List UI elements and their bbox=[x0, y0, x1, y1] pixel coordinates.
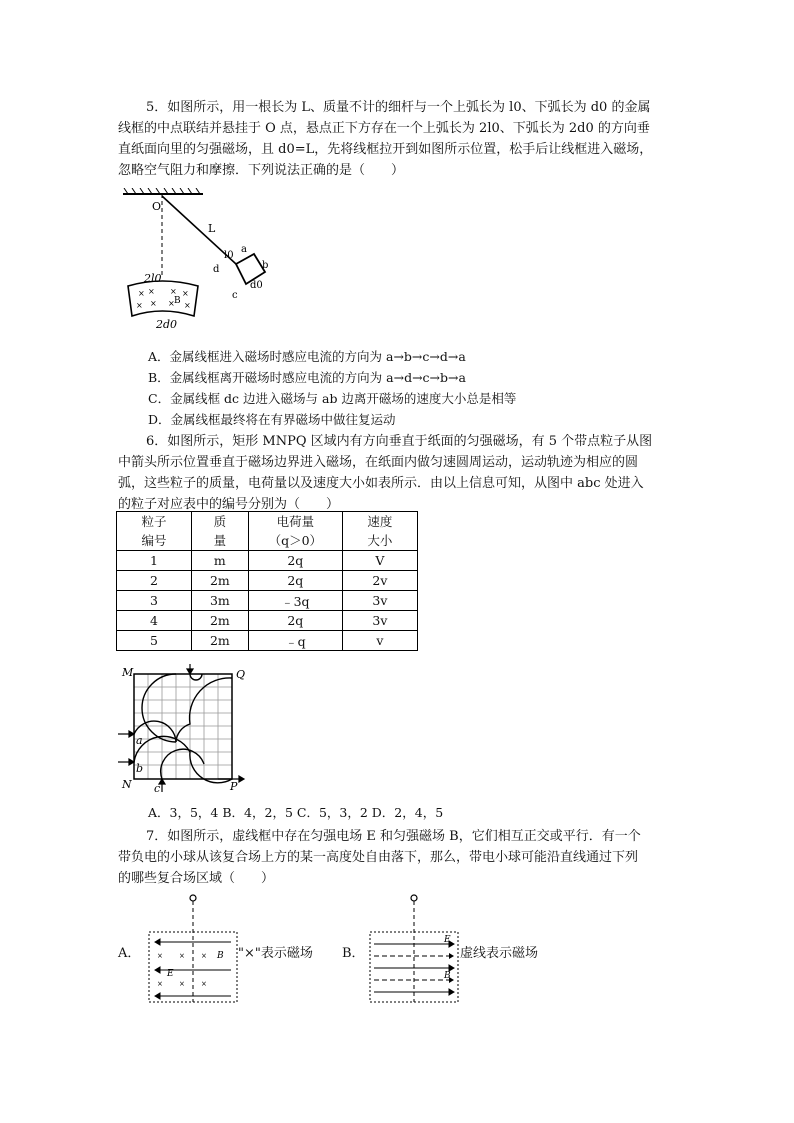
q5-option-d: D．金属线框最终将在有界磁场中做往复运动 bbox=[148, 412, 396, 427]
fig-a-e-label: E bbox=[167, 969, 174, 979]
fig-b-b-label: B bbox=[444, 971, 451, 981]
q7-option-b-label: B． bbox=[342, 946, 365, 961]
label-l0: l0 bbox=[224, 250, 234, 261]
q6-line-1: 6．如图所示，矩形 MNPQ 区域内有方向垂直于纸面的匀强磁场，有 5 个带点粒子从图 bbox=[146, 434, 653, 449]
q5-option-c: C．金属线框 dc 边进入磁场与 ab 边离开磁场的速度大小总是相等 bbox=[148, 391, 517, 406]
label-2l0: 2l0 bbox=[144, 272, 162, 285]
label-b: b bbox=[262, 260, 269, 271]
label-c-entry: c bbox=[154, 782, 161, 794]
label-a: a bbox=[241, 244, 247, 255]
table-header-cell: 电荷量 （q＞0） bbox=[248, 512, 342, 551]
label-2d0: 2d0 bbox=[156, 318, 178, 331]
q7-line-2: 带负电的小球从该复合场上方的某一高度处自由落下，那么，带电小球可能沿直线通过下列 bbox=[118, 850, 639, 865]
q7-line-1: 7．如图所示，虚线框中存在匀强电场 E 和匀强磁场 B，它们相互正交或平行．有一个 bbox=[146, 829, 641, 844]
q6-line-3: 弧，这些粒子的质量，电荷量以及速度大小如表所示．由以上信息可知，从图中 abc 处进入 bbox=[118, 476, 644, 491]
svg-text:×: × bbox=[150, 299, 157, 308]
q7-figure-a bbox=[145, 892, 241, 1008]
svg-text:×: × bbox=[170, 287, 177, 296]
table-header-cell: 粒子 编号 bbox=[117, 512, 192, 551]
label-l: L bbox=[208, 222, 216, 235]
svg-text:×: × bbox=[201, 980, 207, 988]
q7-line-3: 的哪些复合场区域（ ） bbox=[118, 871, 275, 886]
q5-line-1: 5．如图所示，用一根长为 L、质量不计的细杆与一个上弧长为 l0、下弧长为 d0 的金属 bbox=[146, 100, 651, 115]
label-n: N bbox=[122, 778, 132, 791]
label-c: c bbox=[232, 290, 238, 301]
q7-option-b-note: 虚线表示磁场 bbox=[460, 946, 539, 961]
q6-answer-options: A．3，5，4 B．4，2，5 C．5，3，2 D．2，4，5 bbox=[148, 805, 444, 820]
q5-pendulum-figure bbox=[118, 188, 318, 338]
q5-option-b: B．金属线框离开磁场时感应电流的方向为 a→d→c→b→a bbox=[148, 370, 466, 385]
svg-text:×: × bbox=[157, 952, 163, 960]
label-b-field: B bbox=[174, 296, 181, 306]
svg-text:×: × bbox=[201, 952, 207, 960]
table-row: 2 2m 2q 2v bbox=[117, 571, 418, 591]
table-header-cell: 速度 大小 bbox=[342, 512, 417, 551]
q7-figure-b bbox=[366, 892, 462, 1008]
svg-text:×: × bbox=[148, 287, 155, 296]
table-row: 3 3m ﹣3q 3v bbox=[117, 591, 418, 611]
q7-option-a-label: A． bbox=[118, 946, 141, 961]
q5-line-2: 线框的中点联结并悬挂于 O 点，悬点正下方存在一个上弧长为 2l0、下弧长为 2d0 的方向垂 bbox=[118, 121, 650, 136]
fig-a-b-label: B bbox=[217, 951, 224, 961]
svg-text:×: × bbox=[138, 289, 145, 298]
table-row: 5 2m ﹣q v bbox=[117, 631, 418, 651]
svg-text:×: × bbox=[179, 952, 185, 960]
label-o: O bbox=[152, 200, 162, 213]
fig-b-e-label: E bbox=[444, 935, 451, 945]
label-m: M bbox=[122, 666, 134, 679]
label-d: d bbox=[213, 264, 220, 275]
q5-line-4: 忽略空气阻力和摩擦．下列说法正确的是（ ） bbox=[118, 163, 405, 178]
svg-text:×: × bbox=[182, 289, 189, 298]
q5-option-a: A．金属线框进入磁场时感应电流的方向为 a→b→c→d→a bbox=[148, 349, 466, 364]
table-row: 4 2m 2q 3v bbox=[117, 611, 418, 631]
svg-text:×: × bbox=[179, 980, 185, 988]
q7-option-a-note: "×"表示磁场 bbox=[238, 946, 313, 961]
svg-text:×: × bbox=[136, 301, 143, 310]
label-b-entry: b bbox=[136, 762, 144, 775]
q6-line-4: 的粒子对应表中的编号分别为（ ） bbox=[118, 497, 340, 512]
table-row: 1 m 2q V bbox=[117, 551, 418, 571]
label-q: Q bbox=[236, 668, 246, 681]
svg-text:×: × bbox=[157, 980, 163, 988]
q6-magnetic-region-figure bbox=[118, 664, 258, 794]
particle-table bbox=[116, 511, 418, 651]
q5-line-3: 直纸面向里的匀强磁场，且 d0=L，先将线框拉开到如图所示位置，松手后让线框进入磁场， bbox=[118, 142, 653, 157]
table-header-cell: 质 量 bbox=[191, 512, 248, 551]
svg-text:×: × bbox=[168, 299, 175, 308]
label-d0: d0 bbox=[250, 280, 263, 291]
svg-text:×: × bbox=[184, 301, 191, 310]
q6-line-2: 中箭头所示位置垂直于磁场边界进入磁场，在纸面内做匀速圆周运动，运动轨迹为相应的圆 bbox=[118, 455, 639, 470]
table-header-row bbox=[117, 512, 418, 551]
label-p: P bbox=[230, 780, 238, 793]
label-a-entry: a bbox=[136, 734, 143, 747]
